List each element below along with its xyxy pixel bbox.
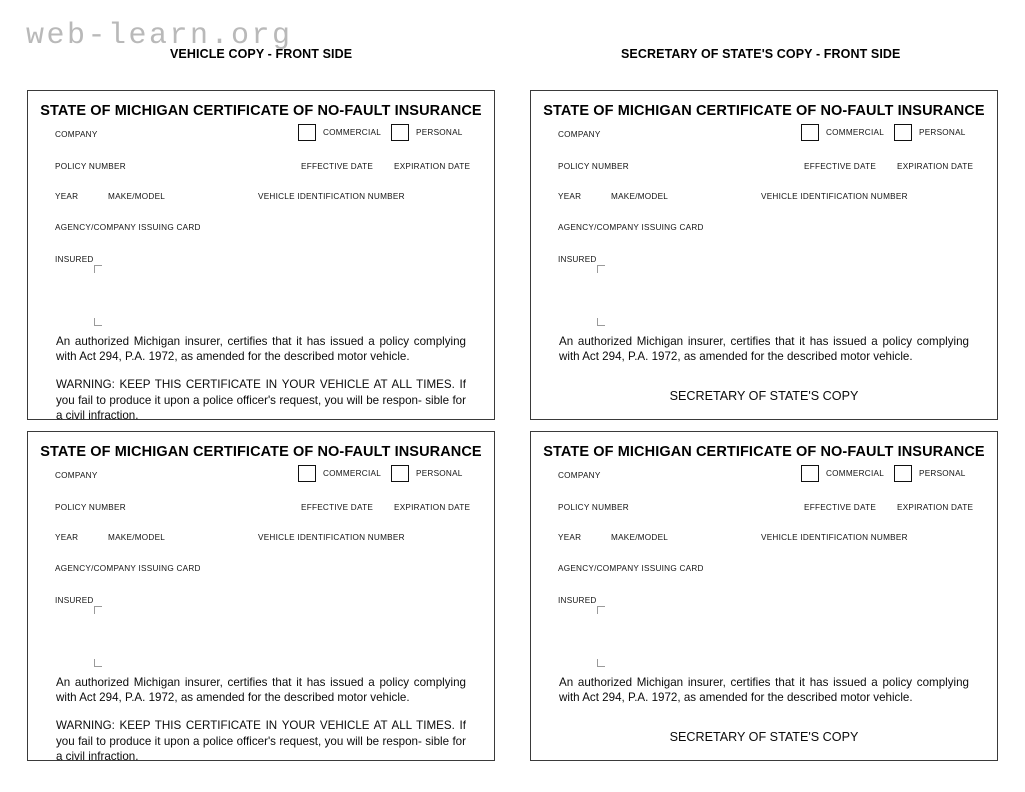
label-make-model: MAKE/MODEL xyxy=(611,192,669,201)
checkbox-personal[interactable] xyxy=(391,124,463,141)
label-make-model: MAKE/MODEL xyxy=(108,192,166,201)
checkbox-personal-box[interactable] xyxy=(391,465,409,482)
label-policy-number: POLICY NUMBER xyxy=(558,162,629,171)
sos-copy-footer: SECRETARY OF STATE'S COPY xyxy=(669,730,859,744)
checkbox-personal-box[interactable] xyxy=(894,124,912,141)
address-corner-top-left-icon xyxy=(597,606,605,614)
checkbox-commercial-box[interactable] xyxy=(298,124,316,141)
checkbox-personal[interactable] xyxy=(391,465,463,482)
card-content xyxy=(28,91,494,422)
label-year: YEAR xyxy=(55,192,79,201)
label-vin: VEHICLE IDENTIFICATION NUMBER xyxy=(761,192,908,201)
card-title: STATE OF MICHIGAN CERTIFICATE OF NO-FAULT INSURANCE xyxy=(40,103,482,119)
card-body-text xyxy=(559,334,969,364)
label-vin: VEHICLE IDENTIFICATION NUMBER xyxy=(761,533,908,542)
label-company: COMPANY xyxy=(55,471,98,480)
checkbox-commercial-label: COMMERCIAL xyxy=(323,128,381,137)
label-insured: INSURED xyxy=(55,596,94,605)
address-corner-top-left-icon xyxy=(94,606,102,614)
address-corner-top-left-icon xyxy=(94,265,102,273)
certification-paragraph: An authorized Michigan insurer, certifies that it has issued a policy complying with Act 294, P.A. 1972, as amended for the described motor vehicle. xyxy=(56,335,466,364)
address-corner-bottom-left-icon xyxy=(597,318,605,326)
label-effective-date: EFFECTIVE DATE xyxy=(301,162,374,171)
label-policy-number: POLICY NUMBER xyxy=(55,503,126,512)
certification-paragraph: An authorized Michigan insurer, certifies that it has issued a policy complying with Act 294, P.A. 1972, as amended for the described motor vehicle. xyxy=(559,335,969,364)
label-insured: INSURED xyxy=(558,255,597,264)
certificate-card-vehicle-bottom xyxy=(27,431,495,761)
warning-paragraph: WARNING: KEEP THIS CERTIFICATE IN YOUR VEHICLE AT ALL TIMES. If you fail to produce it upon a police officer's request, you will be respon- sible for a civil infraction. xyxy=(56,378,466,422)
address-corner-bottom-left-icon xyxy=(597,659,605,667)
heading-vehicle-copy: VEHICLE COPY - FRONT SIDE xyxy=(170,47,353,61)
label-vin: VEHICLE IDENTIFICATION NUMBER xyxy=(258,192,405,201)
card-body-text xyxy=(56,334,466,423)
checkbox-personal-label: PERSONAL xyxy=(416,469,463,478)
certificate-card-sos-top xyxy=(530,90,998,420)
certificate-card-sos-bottom xyxy=(530,431,998,761)
checkbox-personal[interactable] xyxy=(894,465,966,482)
checkbox-commercial-label: COMMERCIAL xyxy=(826,128,884,137)
label-insured: INSURED xyxy=(55,255,94,264)
checkbox-commercial[interactable] xyxy=(298,465,381,482)
label-effective-date: EFFECTIVE DATE xyxy=(804,503,877,512)
address-corner-bottom-left-icon xyxy=(94,659,102,667)
certification-paragraph: An authorized Michigan insurer, certifies that it has issued a policy complying with Act 294, P.A. 1972, as amended for the described motor vehicle. xyxy=(56,676,466,705)
label-effective-date: EFFECTIVE DATE xyxy=(804,162,877,171)
label-agency-issuing-card: AGENCY/COMPANY ISSUING CARD xyxy=(55,223,201,232)
label-expiration-date: EXPIRATION DATE xyxy=(897,503,974,512)
card-content xyxy=(531,432,997,760)
label-vin: VEHICLE IDENTIFICATION NUMBER xyxy=(258,533,405,542)
card-content xyxy=(531,91,997,419)
checkbox-commercial-label: COMMERCIAL xyxy=(826,469,884,478)
checkbox-personal-label: PERSONAL xyxy=(919,469,966,478)
label-agency-issuing-card: AGENCY/COMPANY ISSUING CARD xyxy=(558,223,704,232)
label-agency-issuing-card: AGENCY/COMPANY ISSUING CARD xyxy=(55,564,201,573)
certificate-card-vehicle-top xyxy=(27,90,495,420)
label-insured: INSURED xyxy=(558,596,597,605)
label-expiration-date: EXPIRATION DATE xyxy=(394,503,471,512)
sos-copy-footer: SECRETARY OF STATE'S COPY xyxy=(669,389,859,403)
warning-paragraph: WARNING: KEEP THIS CERTIFICATE IN YOUR VEHICLE AT ALL TIMES. If you fail to produce it upon a police officer's request, you will be respon- sible for a civil infraction. xyxy=(56,719,466,763)
label-make-model: MAKE/MODEL xyxy=(108,533,166,542)
label-agency-issuing-card: AGENCY/COMPANY ISSUING CARD xyxy=(558,564,704,573)
label-expiration-date: EXPIRATION DATE xyxy=(897,162,974,171)
checkbox-commercial[interactable] xyxy=(801,124,884,141)
label-year: YEAR xyxy=(558,192,582,201)
label-policy-number: POLICY NUMBER xyxy=(558,503,629,512)
heading-secretary-copy: SECRETARY OF STATE'S COPY - FRONT SIDE xyxy=(621,47,901,61)
address-corner-top-left-icon xyxy=(597,265,605,273)
address-corner-bottom-left-icon xyxy=(94,318,102,326)
card-content xyxy=(28,432,494,763)
site-watermark: web-learn.org xyxy=(26,19,293,53)
checkbox-personal-box[interactable] xyxy=(894,465,912,482)
checkbox-personal-box[interactable] xyxy=(391,124,409,141)
label-company: COMPANY xyxy=(558,471,601,480)
label-expiration-date: EXPIRATION DATE xyxy=(394,162,471,171)
checkbox-personal[interactable] xyxy=(894,124,966,141)
label-company: COMPANY xyxy=(55,130,98,139)
checkbox-commercial-box[interactable] xyxy=(801,124,819,141)
card-title: STATE OF MICHIGAN CERTIFICATE OF NO-FAULT INSURANCE xyxy=(543,444,985,460)
certification-paragraph: An authorized Michigan insurer, certifies that it has issued a policy complying with Act 294, P.A. 1972, as amended for the described motor vehicle. xyxy=(559,676,969,705)
label-year: YEAR xyxy=(558,533,582,542)
card-title: STATE OF MICHIGAN CERTIFICATE OF NO-FAULT INSURANCE xyxy=(40,444,482,460)
card-body-text xyxy=(56,675,466,764)
checkbox-commercial-label: COMMERCIAL xyxy=(323,469,381,478)
card-body-text xyxy=(559,675,969,705)
label-make-model: MAKE/MODEL xyxy=(611,533,669,542)
label-policy-number: POLICY NUMBER xyxy=(55,162,126,171)
checkbox-commercial-box[interactable] xyxy=(298,465,316,482)
checkbox-personal-label: PERSONAL xyxy=(416,128,463,137)
label-company: COMPANY xyxy=(558,130,601,139)
checkbox-commercial[interactable] xyxy=(801,465,884,482)
label-effective-date: EFFECTIVE DATE xyxy=(301,503,374,512)
checkbox-commercial-box[interactable] xyxy=(801,465,819,482)
card-title: STATE OF MICHIGAN CERTIFICATE OF NO-FAULT INSURANCE xyxy=(543,103,985,119)
label-year: YEAR xyxy=(55,533,79,542)
checkbox-personal-label: PERSONAL xyxy=(919,128,966,137)
checkbox-commercial[interactable] xyxy=(298,124,381,141)
